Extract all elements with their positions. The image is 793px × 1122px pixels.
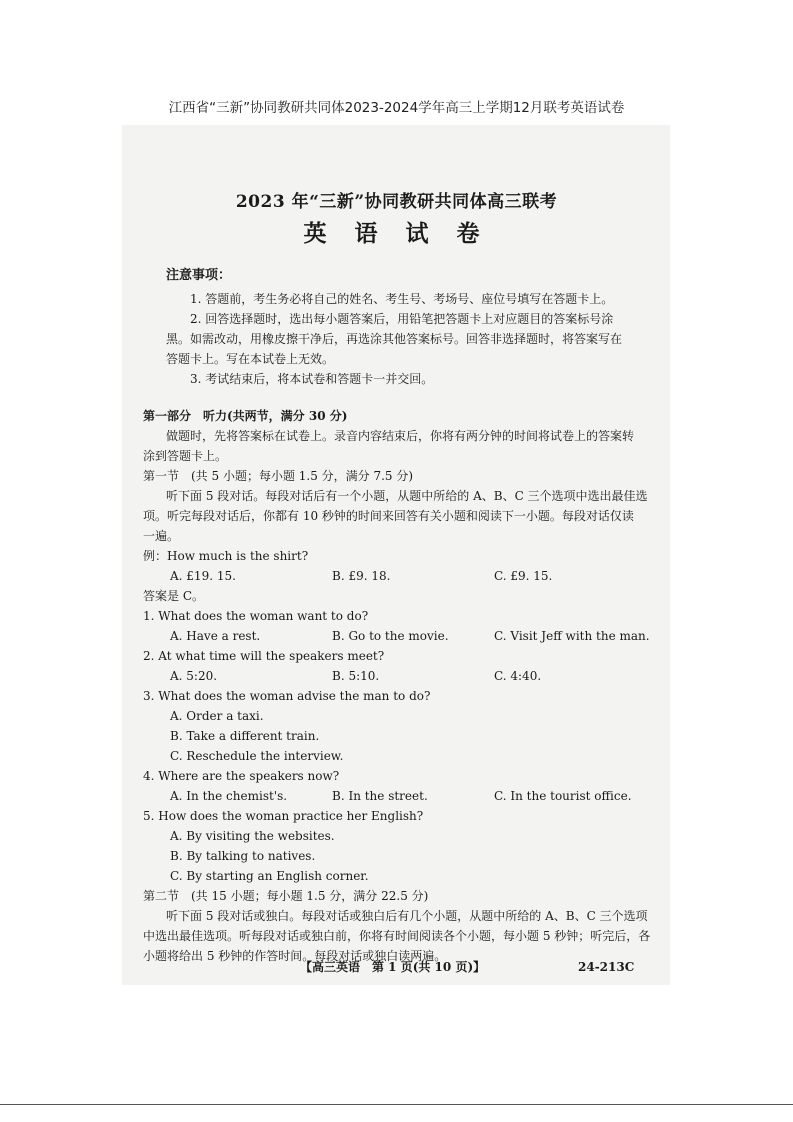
question-1-option-b: B. Go to the movie. [332,629,449,643]
question-5-option-a: A. By visiting the websites. [170,829,335,843]
question-4: 4. Where are the speakers now? [143,769,340,783]
notice-line: 1. 答题前，考生务必将自己的姓名、考生号、考场号、座位号填写在答题卡上。 [190,292,614,306]
notice-line: 2. 回答选择题时，选出每小题答案后，用铅笔把答题卡上对应题目的答案标号涂 [190,312,614,326]
question-2-option-c: C. 4:40. [494,669,542,683]
exam-code: 24-213C [578,960,635,974]
question-5: 5. How does the woman practice her English? [143,809,424,823]
bottom-divider [0,1104,793,1105]
section2-intro-line: 中选出最佳选项。听每段对话或独白前，你将有时间阅读各个小题，每小题 5 秒钟；听完后，各 [143,929,651,943]
section1-intro-line: 听下面 5 段对话。每段对话后有一个小题，从题中所给的 A、B、C 三个选项中选出最佳选 [166,489,648,503]
question-4-option-a: A. In the chemist's. [170,789,288,803]
section2-intro-line: 小题将给出 5 秒钟的作答时间。每段对话或独白读两遍。 [143,949,447,963]
part1-intro-line: 做题时，先将答案标在试卷上。录音内容结束后，你将有两分钟的时间将试卷上的答案转 [166,429,635,443]
question-4-option-b: B. In the street. [332,789,428,803]
section1-intro-line: 项。听完每段对话后，你都有 10 秒钟的时间来回答有关小题和阅读下一小题。每段对话仅读 [143,509,634,523]
example-answer: 答案是 C。 [143,589,204,603]
notice-line: 黑。如需改动，用橡皮擦干净后，再选涂其他答案标号。回答非选择题时，将答案写在 [166,332,623,346]
document-title: 江西省“三新”协同教研共同体2023-2024学年高三上学期12月联考英语试卷 [168,100,625,116]
page-footer: 【高三英语 第 1 页(共 10 页)】 [300,960,486,974]
notice-line: 3. 考试结束后，将本试卷和答题卡一并交回。 [190,372,434,386]
question-1-option-a: A. Have a rest. [170,629,261,643]
example-option-a: A. £19. 15. [170,569,236,583]
part1-heading: 第一部分 听力(共两节，满分 30 分) [143,409,348,423]
notice-heading: 注意事项： [166,268,232,283]
question-2-option-b: B. 5:10. [332,669,380,683]
notice-line: 答题卡上。写在本试卷上无效。 [166,352,335,366]
question-3: 3. What does the woman advise the man to do? [143,689,431,703]
part1-intro-line: 涂到答题卡上。 [143,449,228,463]
example-question: 例：How much is the shirt? [143,549,309,563]
question-3-option-b: B. Take a different train. [170,729,320,743]
question-1: 1. What does the woman want to do? [143,609,369,623]
section2-heading: 第二节 (共 15 小题；每小题 1.5 分，满分 22.5 分) [143,889,429,903]
question-2: 2. At what time will the speakers meet? [143,649,385,663]
section2-intro-line: 听下面 5 段对话或独白。每段对话或独白后有几个小题，从题中所给的 A、B、C 三个选项 [166,909,648,923]
section1-intro-line: 一遍。 [143,529,180,543]
question-3-option-c: C. Reschedule the interview. [170,749,344,763]
example-option-c: C. £9. 15. [494,569,553,583]
question-5-option-c: C. By starting an English corner. [170,869,369,883]
question-1-option-c: C. Visit Jeff with the man. [494,629,650,643]
question-2-option-a: A. 5:20. [170,669,218,683]
subject-title: 英 语 试 卷 [303,220,490,247]
exam-title: 2023 年“三新”协同教研共同体高三联考 [235,192,558,212]
example-option-b: B. £9. 18. [332,569,391,583]
question-3-option-a: A. Order a taxi. [170,709,264,723]
question-4-option-c: C. In the tourist office. [494,789,632,803]
section1-heading: 第一节 (共 5 小题；每小题 1.5 分，满分 7.5 分) [143,469,414,483]
question-5-option-b: B. By talking to natives. [170,849,316,863]
